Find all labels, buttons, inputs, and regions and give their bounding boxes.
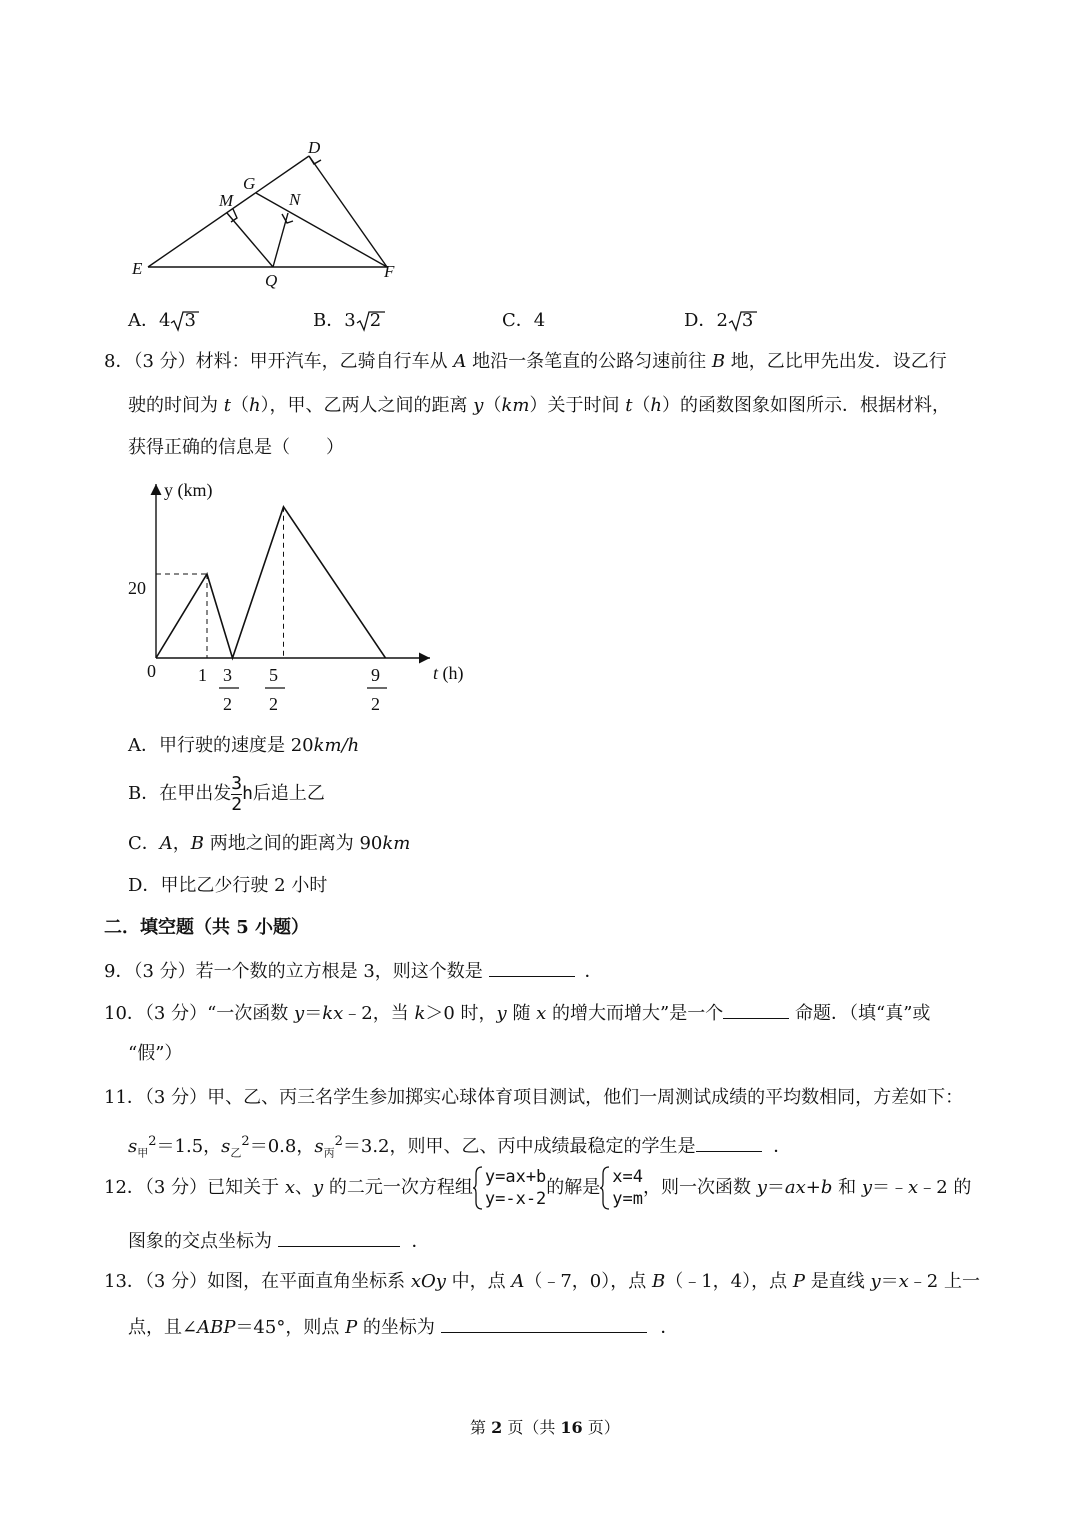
answer-blank[interactable] — [489, 958, 575, 977]
answer-blank[interactable] — [278, 1228, 400, 1247]
point-label: M — [219, 191, 234, 210]
q9: 9．（3 分）若一个数的立方根是 3，则这个数是 ． — [104, 958, 603, 984]
q8-option-c[interactable]: C．A，B 两地之间的距离为 90km — [128, 833, 411, 854]
q7-option-c[interactable]: C．4 — [502, 310, 546, 331]
sqrt-symbol: 2 — [356, 309, 381, 333]
answer-blank[interactable] — [696, 1133, 762, 1152]
q8-option-b[interactable]: B．在甲出发 $\frac{3}{2}$ h后追上乙 — [128, 772, 325, 815]
q12-line-1: 12．（3 分）已知关于 x、y 的二元一次方程组 y=ax+b y=-x-2 的解是 x=4 y=m ，则一次函数 y＝ax+b 和 y＝﹣x﹣2 的 — [104, 1167, 972, 1209]
q11-line-2: $s_甲^2=1.5$，$s_乙^2=0.8$，$s_丙^2=3.2$，则甲、乙、丙中成绩最稳定的学生是 ． — [128, 1134, 792, 1160]
sqrt-symbol: 3 — [170, 309, 195, 333]
x-tick-label: 5 — [269, 665, 278, 685]
x-tick-label: 2 — [371, 694, 380, 714]
point-label: N — [289, 190, 301, 209]
q8-option-d[interactable]: D．甲比乙少行驶 2 小时 — [128, 875, 328, 896]
section-heading: 二．填空题（共 5 小题） — [104, 917, 310, 938]
point-label: F — [384, 262, 395, 281]
q13-line-2: 点，且∠ABP＝45°，则点 P 的坐标为 ． — [128, 1314, 678, 1340]
q10-line-1: 10．（3 分）“一次函数 y＝kx﹣2，当 k＞0 时，y 随 x 的增大而增大”是一个 命题．（填“真”或 — [104, 1000, 930, 1026]
q12-line-2: 图象的交点坐标为 ． — [128, 1228, 429, 1254]
distance-time-chart — [120, 474, 480, 724]
x-tick-label: 2 — [223, 694, 232, 714]
sqrt-symbol: 3 — [728, 309, 753, 333]
q11-line-1: 11．（3 分）甲、乙、丙三名学生参加掷实心球体育项目测试，他们一周测试成绩的平均数相同，方差如下： — [104, 1087, 964, 1108]
q7-option-b[interactable]: B．3 2 — [313, 309, 381, 333]
y-tick-label: 20 — [128, 578, 146, 598]
x-tick-label: 3 — [223, 665, 232, 685]
x-tick-label: 1 — [198, 665, 207, 685]
x-tick-label: 0 — [147, 661, 156, 681]
x-axis-label: t (h) — [433, 663, 464, 683]
point-label: D — [308, 138, 321, 157]
x-tick-label: 2 — [269, 694, 278, 714]
q8-line-2: 驶的时间为 t（h），甲、乙两人之间的距离 y（km）关于时间 t（h）的函数图象如图所示．根据材料， — [128, 395, 951, 416]
q8-line-1: 8．（3 分）材料：甲开汽车，乙骑自行车从 A 地沿一条笔直的公路匀速前往 B 地，乙比甲先出发．设乙行 — [104, 351, 947, 372]
q13-line-1: 13．（3 分）如图，在平面直角坐标系 xOy 中，点 A（﹣7，0），点 B（﹣1，4），点 P 是直线 y＝x﹣2 上一 — [104, 1271, 980, 1292]
point-label: G — [243, 174, 256, 193]
q8-option-a[interactable]: A．甲行驶的速度是 20km/h — [128, 735, 360, 756]
fraction: $\frac{3}{2}$ — [231, 772, 243, 815]
q10-line-2: “假”） — [128, 1043, 183, 1064]
q7-option-d[interactable]: D．2 3 — [684, 309, 753, 333]
equation-system: y=ax+b y=-x-2 — [473, 1166, 546, 1210]
solution-system: x=4 y=m — [600, 1166, 643, 1210]
q8-line-3: 获得正确的信息是（ ） — [128, 437, 344, 458]
y-axis-label: y (km) — [164, 480, 213, 500]
answer-blank[interactable] — [723, 1000, 789, 1019]
point-label: Q — [265, 271, 278, 290]
geometry-figure — [128, 136, 418, 291]
page-footer: 第 2 页（共 16 页） — [470, 1418, 620, 1437]
q7-option-a[interactable]: A．4 3 — [128, 309, 196, 333]
point-label: E — [132, 259, 143, 278]
answer-blank[interactable] — [441, 1314, 647, 1333]
series-line — [156, 507, 386, 658]
x-tick-label: 9 — [371, 665, 380, 685]
